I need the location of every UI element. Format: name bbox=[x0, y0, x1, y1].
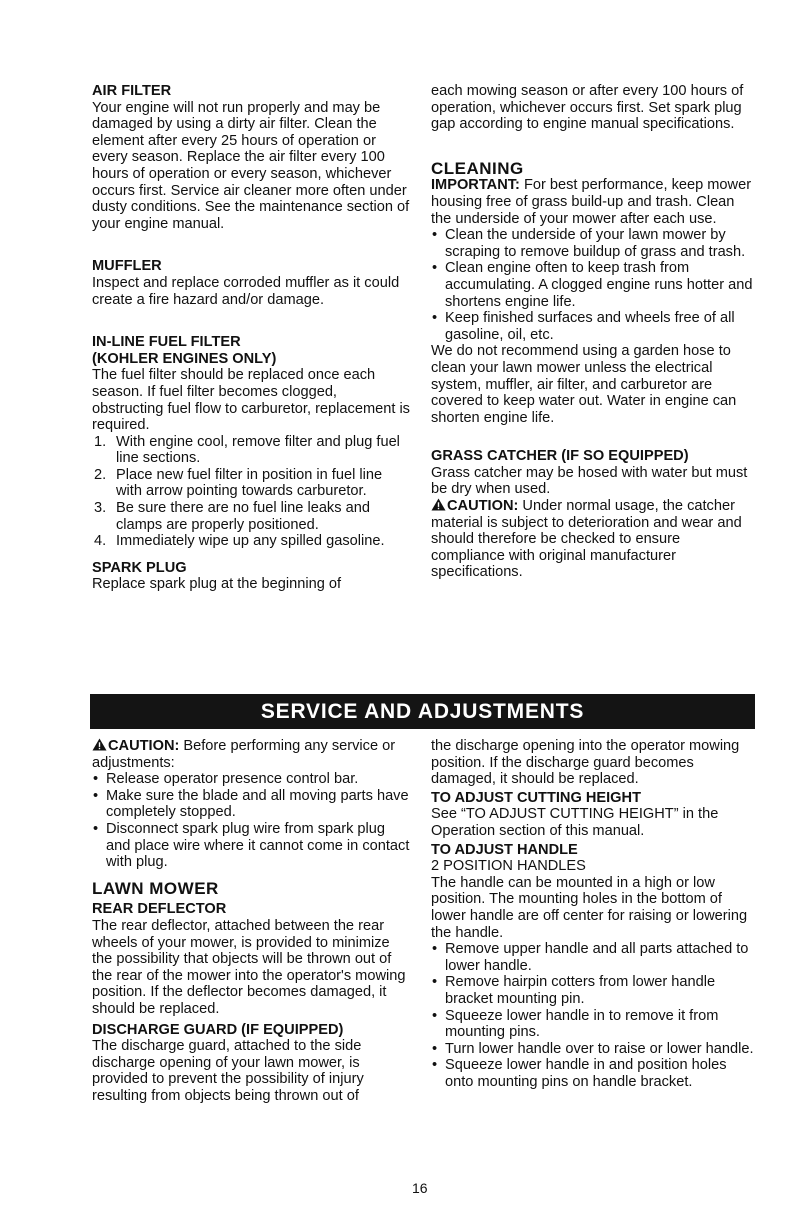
important-label: IMPORTANT: bbox=[431, 177, 520, 194]
spark-plug-body-part1: Replace spark plug at the beginning of bbox=[92, 576, 342, 593]
muffler-heading: MUFFLER bbox=[92, 258, 162, 275]
warning-triangle-icon bbox=[92, 738, 107, 751]
list-item: • Clean the underside of your lawn mower by scraping to remove buildup of grass and trash. bbox=[431, 227, 756, 260]
rear-deflector-heading: REAR DEFLECTOR bbox=[92, 901, 227, 918]
grass-catcher-caution: CAUTION: Under normal usage, the catcher material is subject to deterioration and wear and should therefore be checked to ensure compliance with original manufacturer specifications. bbox=[431, 498, 742, 581]
fuel-filter-step: 3. Be sure there are no fuel line leaks and clamps are properly positioned. bbox=[94, 500, 370, 533]
list-item: • Remove upper handle and all parts attached to lower handle. bbox=[431, 941, 756, 974]
discharge-guard-body-part1: The discharge guard, attached to the side discharge opening of your lawn mower, is provided to prevent the possibility of injury resulting from objects being thrown out of bbox=[92, 1038, 364, 1104]
caution-label: CAUTION: bbox=[108, 738, 180, 754]
service-caution-bullets bbox=[92, 771, 412, 871]
spark-plug-body-part2: each mowing season or after every 100 hours of operation, whichever occurs first. Set spark plug gap according to engine manual specifications. bbox=[431, 83, 744, 133]
cutting-height-heading: TO ADJUST CUTTING HEIGHT bbox=[431, 789, 641, 806]
fuel-filter-step: 2. Place new fuel filter in position in fuel line with arrow pointing towards carburetor. bbox=[94, 466, 383, 500]
cleaning-body: We do not recommend using a garden hose to clean your lawn mower unless the electrical system, muffler, air filter, and carburetor are covered to keep water out. Water in engine can shorten engine life. bbox=[431, 343, 737, 426]
adjust-handle-bullets bbox=[431, 941, 756, 1090]
cutting-height-body: See “TO ADJUST CUTTING HEIGHT” in the Operation section of this manual. bbox=[431, 806, 719, 839]
fuel-filter-steps bbox=[92, 434, 412, 550]
list-item: • Make sure the blade and all moving parts have completely stopped. bbox=[92, 788, 412, 821]
warning-triangle-icon bbox=[431, 498, 446, 511]
banner-title: SERVICE AND ADJUSTMENTS bbox=[260, 699, 585, 723]
list-item: • Squeeze lower handle in and position holes onto mounting pins on handle bracket. bbox=[431, 1057, 756, 1090]
air-filter-body: Your engine will not run properly and may be damaged by using a dirty air filter. Clean the element after every 25 hours of operation or every season. Replace the air filter every 100 hours of operation or every season, whichever occurs first. Service air cleaner more often under dusty conditions. See the maintenance section of your engine manual. bbox=[92, 99, 410, 232]
rear-deflector-body: The rear deflector, attached between the rear wheels of your mower, is provided to minimize the possibility that objects will be thrown out of the rear of the mower into the operator's mowing position. If the deflector becomes damaged, it should be replaced. bbox=[92, 917, 406, 1017]
air-filter-heading: AIR FILTER bbox=[92, 83, 172, 99]
fuel-filter-heading-line1: IN-LINE FUEL FILTER bbox=[92, 334, 241, 351]
adjust-handle-body: The handle can be mounted in a high or low position. The mounting holes in the bottom of lower handle are off center for raising or lowering the handle. bbox=[431, 874, 748, 941]
adjust-handle-subheading: 2 POSITION HANDLES bbox=[431, 858, 586, 875]
list-item: • Squeeze lower handle in to remove it from mounting pins. bbox=[431, 1008, 756, 1041]
list-item: • Remove hairpin cotters from lower handle bracket mounting pin. bbox=[431, 974, 756, 1007]
section-banner bbox=[90, 694, 755, 729]
fuel-filter-step: 4. Immediately wipe up any spilled gasoline. bbox=[94, 533, 385, 550]
service-caution: CAUTION: Before performing any service or adjustments: bbox=[92, 738, 396, 771]
column-top-right bbox=[431, 83, 756, 581]
lawn-mower-heading: LAWN MOWER bbox=[92, 878, 219, 898]
spark-plug-heading: SPARK PLUG bbox=[92, 559, 187, 576]
cleaning-bullets bbox=[431, 227, 756, 343]
column-bottom-left bbox=[92, 738, 412, 1104]
grass-catcher-body: Grass catcher may be hosed with water but must be dry when used. bbox=[431, 464, 748, 498]
grass-catcher-heading: GRASS CATCHER (IF SO EQUIPPED) bbox=[431, 448, 689, 465]
list-item: • Disconnect spark plug wire from spark plug and place wire where it cannot come in contact with plug. bbox=[92, 821, 412, 871]
page-number: 16 bbox=[412, 1180, 428, 1196]
column-top-left bbox=[92, 83, 412, 593]
fuel-filter-heading-line2: (KOHLER ENGINES ONLY) bbox=[92, 350, 277, 367]
discharge-guard-body-part2: the discharge opening into the operator mowing position. If the discharge guard becomes damaged, it should be replaced. bbox=[431, 738, 740, 788]
list-item: • Keep finished surfaces and wheels free of all gasoline, oil, etc. bbox=[431, 310, 756, 343]
list-item: • Clean engine often to keep trash from accumulating. A clogged engine runs hotter and shortens engine life. bbox=[431, 260, 756, 310]
muffler-body: Inspect and replace corroded muffler as it could create a fire hazard and/or damage. bbox=[92, 274, 400, 308]
fuel-filter-step: 1. With engine cool, remove filter and plug fuel line sections. bbox=[94, 433, 400, 467]
fuel-filter-body: The fuel filter should be replaced once each season. If fuel filter becomes clogged, obstructing fuel flow to carburetor, replacement is required. bbox=[92, 367, 410, 434]
discharge-guard-heading: DISCHARGE GUARD (IF EQUIPPED) bbox=[92, 1021, 344, 1038]
column-bottom-right bbox=[431, 738, 756, 1090]
cleaning-important: IMPORTANT: For best performance, keep mower housing free of grass build-up and trash. Clean the underside of your mower after each use. bbox=[431, 177, 752, 227]
list-item: • Release operator presence control bar. bbox=[92, 771, 412, 788]
list-item: • Turn lower handle over to raise or lower handle. bbox=[431, 1041, 756, 1058]
caution-label: CAUTION: bbox=[447, 498, 519, 515]
adjust-handle-heading: TO ADJUST HANDLE bbox=[431, 841, 578, 858]
cleaning-heading: CLEANING bbox=[431, 158, 524, 178]
